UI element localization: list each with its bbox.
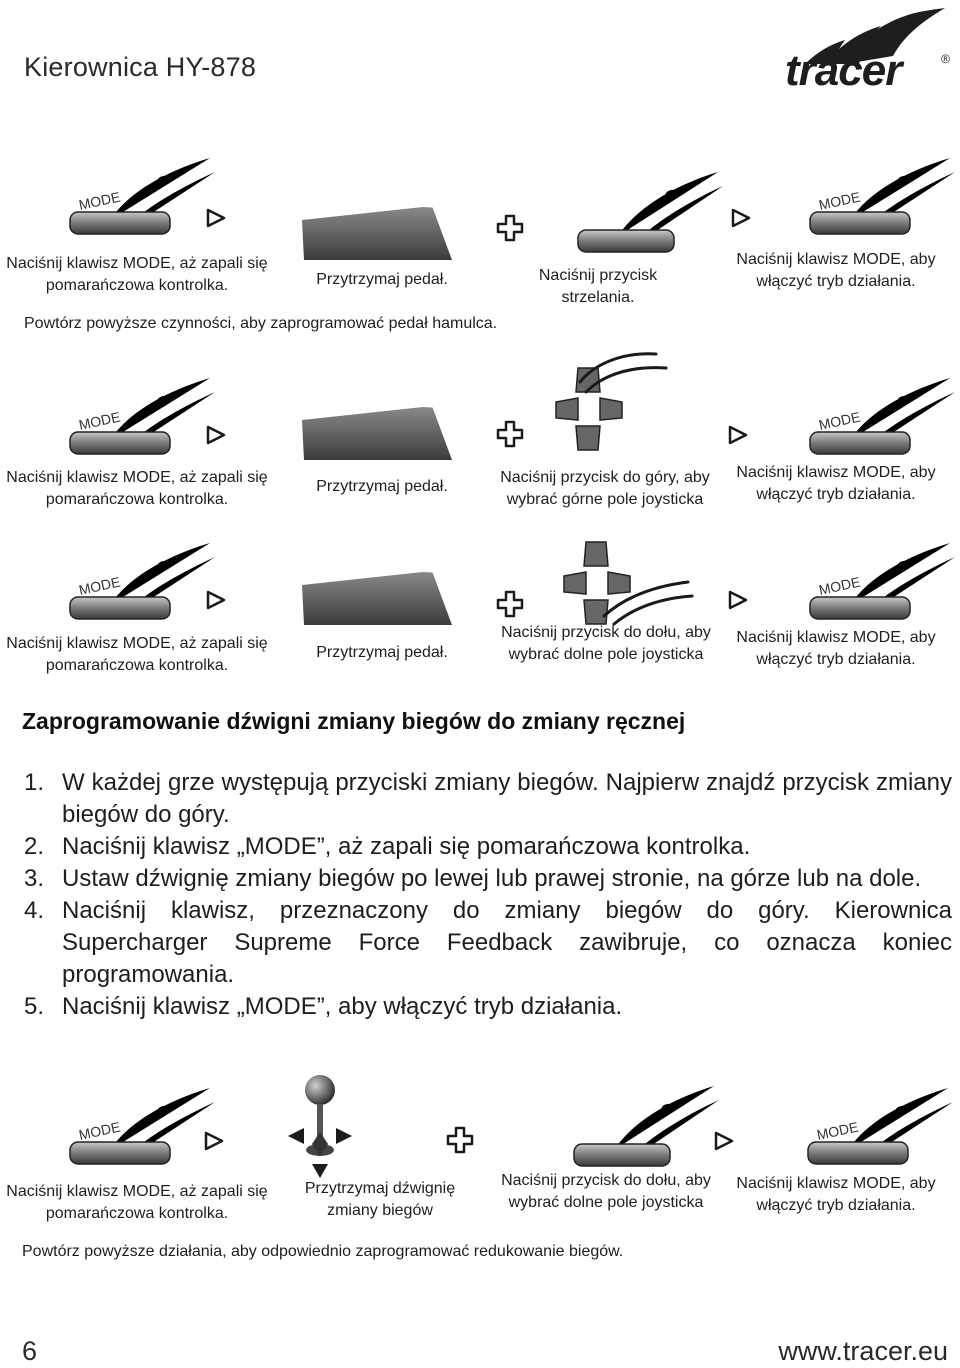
row1-caption-pedal: Przytrzymaj pedał. bbox=[316, 271, 448, 288]
row1-caption-mode-exit: Naciśnij klawisz MODE, aby włączyć tryb działania. bbox=[736, 251, 936, 290]
step-text: Ustaw dźwignię zmiany biegów po lewej lub prawej stronie, na górze lub na dole. bbox=[62, 865, 922, 892]
document-title: Kierownica HY-878 bbox=[24, 52, 257, 82]
row3-caption-pedal: Przytrzymaj pedał. bbox=[316, 644, 448, 661]
mode-label: MODE bbox=[77, 188, 122, 213]
mode-button-press-illustration bbox=[798, 1080, 958, 1175]
arrow-right-icon bbox=[730, 592, 750, 612]
dpad-press-up-illustration bbox=[556, 352, 676, 458]
footer-url: www.tracer.eu bbox=[778, 1336, 948, 1366]
plus-icon bbox=[498, 592, 524, 618]
mode-button-press-illustration bbox=[60, 370, 225, 465]
mode-label: MODE bbox=[817, 408, 862, 433]
mode-label: MODE bbox=[77, 408, 122, 433]
row3-caption-dpad-down: Naciśnij przycisk do dołu, aby wybrać dolne pole joysticka bbox=[501, 624, 711, 663]
row1-caption-mode: Naciśnij klawisz MODE, aż zapali się pomarańczowa kontrolka. bbox=[6, 255, 268, 294]
mode-label: MODE bbox=[77, 1118, 122, 1143]
mode-button-press-illustration bbox=[60, 150, 225, 245]
arrow-right-icon bbox=[733, 210, 753, 230]
plus-icon bbox=[448, 1128, 474, 1154]
row2-caption-mode-exit: Naciśnij klawisz MODE, aby włączyć tryb działania. bbox=[736, 464, 936, 503]
arrow-right-icon bbox=[208, 427, 228, 447]
logo-wordmark: tracer bbox=[785, 46, 902, 95]
step-item bbox=[24, 863, 952, 895]
step-number: 2. bbox=[24, 833, 45, 860]
row1-note: Powtórz powyższe czynności, aby zaprogramować pedał hamulca. bbox=[24, 315, 498, 332]
step-text: W każdej grze występują przyciski zmiany biegów. Najpierw znajdź przycisk zmiany biegów do góry. bbox=[62, 769, 952, 828]
mode-button-press-illustration bbox=[800, 370, 960, 465]
mode-label: MODE bbox=[815, 1118, 860, 1143]
mode-button-press-illustration bbox=[60, 535, 225, 630]
mode-button-press-illustration bbox=[800, 535, 960, 630]
shift-button-press-illustration bbox=[574, 1080, 724, 1170]
foot-on-pedal-illustration bbox=[292, 515, 462, 630]
step-item bbox=[24, 895, 952, 991]
foot-on-pedal-illustration bbox=[292, 350, 462, 465]
arrow-right-icon bbox=[730, 427, 750, 447]
step-item bbox=[24, 767, 952, 831]
dpad-press-down-illustration bbox=[564, 536, 694, 626]
step-item bbox=[24, 831, 952, 863]
arrow-right-icon bbox=[208, 210, 228, 230]
step-text: Naciśnij klawisz, przeznaczony do zmiany biegów do góry. Kierownica Supercharger Supreme Force Feedback zawibruje, co oznacza koniec programowania. bbox=[62, 897, 952, 988]
row2-caption-dpad-up: Naciśnij przycisk do góry, aby wybrać górne pole joysticka bbox=[500, 469, 710, 508]
arrow-right-icon bbox=[208, 592, 228, 612]
row3-caption-mode: Naciśnij klawisz MODE, aż zapali się pomarańczowa kontrolka. bbox=[6, 635, 268, 674]
arrow-right-icon bbox=[716, 1133, 736, 1153]
arrow-right-icon bbox=[206, 1133, 226, 1153]
mode-button-press-illustration bbox=[60, 1080, 225, 1175]
mode-label: MODE bbox=[77, 573, 122, 598]
row1-caption-fire: Naciśnij przycisk strzelania. bbox=[538, 267, 658, 306]
step-number: 4. bbox=[24, 897, 45, 924]
steps-list bbox=[24, 767, 952, 1023]
bottom-caption-mode-exit: Naciśnij klawisz MODE, aby włączyć tryb działania. bbox=[736, 1175, 936, 1214]
row2-caption-mode: Naciśnij klawisz MODE, aż zapali się pomarańczowa kontrolka. bbox=[6, 469, 268, 508]
plus-icon bbox=[498, 216, 524, 242]
fire-button-press-illustration bbox=[578, 166, 728, 256]
section-heading: Zaprogramowanie dźwigni zmiany biegów do zmiany ręcznej bbox=[22, 708, 686, 734]
step-text: Naciśnij klawisz „MODE”, aż zapali się pomarańczowa kontrolka. bbox=[62, 833, 751, 860]
brand-logo bbox=[785, 6, 950, 96]
bottom-caption-shift: Naciśnij przycisk do dołu, aby wybrać dolne pole joysticka bbox=[501, 1172, 711, 1211]
gear-lever-illustration bbox=[280, 1072, 360, 1182]
bottom-note: Powtórz powyższe działania, aby odpowiednio zaprogramować redukowanie biegów. bbox=[22, 1243, 624, 1260]
step-number: 5. bbox=[24, 993, 45, 1020]
bottom-caption-mode: Naciśnij klawisz MODE, aż zapali się pomarańczowa kontrolka. bbox=[6, 1183, 268, 1222]
step-number: 1. bbox=[24, 769, 45, 796]
step-item bbox=[24, 991, 952, 1023]
mode-button-press-illustration bbox=[800, 150, 960, 245]
page-number: 6 bbox=[22, 1336, 38, 1366]
plus-icon bbox=[498, 422, 524, 448]
foot-on-pedal-illustration bbox=[292, 150, 462, 265]
bottom-caption-lever: Przytrzymaj dźwignię zmiany biegów bbox=[304, 1180, 456, 1219]
logo-registered-mark: ® bbox=[941, 52, 950, 66]
row3-caption-mode-exit: Naciśnij klawisz MODE, aby włączyć tryb działania. bbox=[736, 629, 936, 668]
mode-label: MODE bbox=[817, 188, 862, 213]
row2-caption-pedal: Przytrzymaj pedał. bbox=[316, 478, 448, 495]
mode-label: MODE bbox=[817, 573, 862, 598]
step-number: 3. bbox=[24, 865, 45, 892]
step-text: Naciśnij klawisz „MODE”, aby włączyć tryb działania. bbox=[62, 993, 623, 1020]
